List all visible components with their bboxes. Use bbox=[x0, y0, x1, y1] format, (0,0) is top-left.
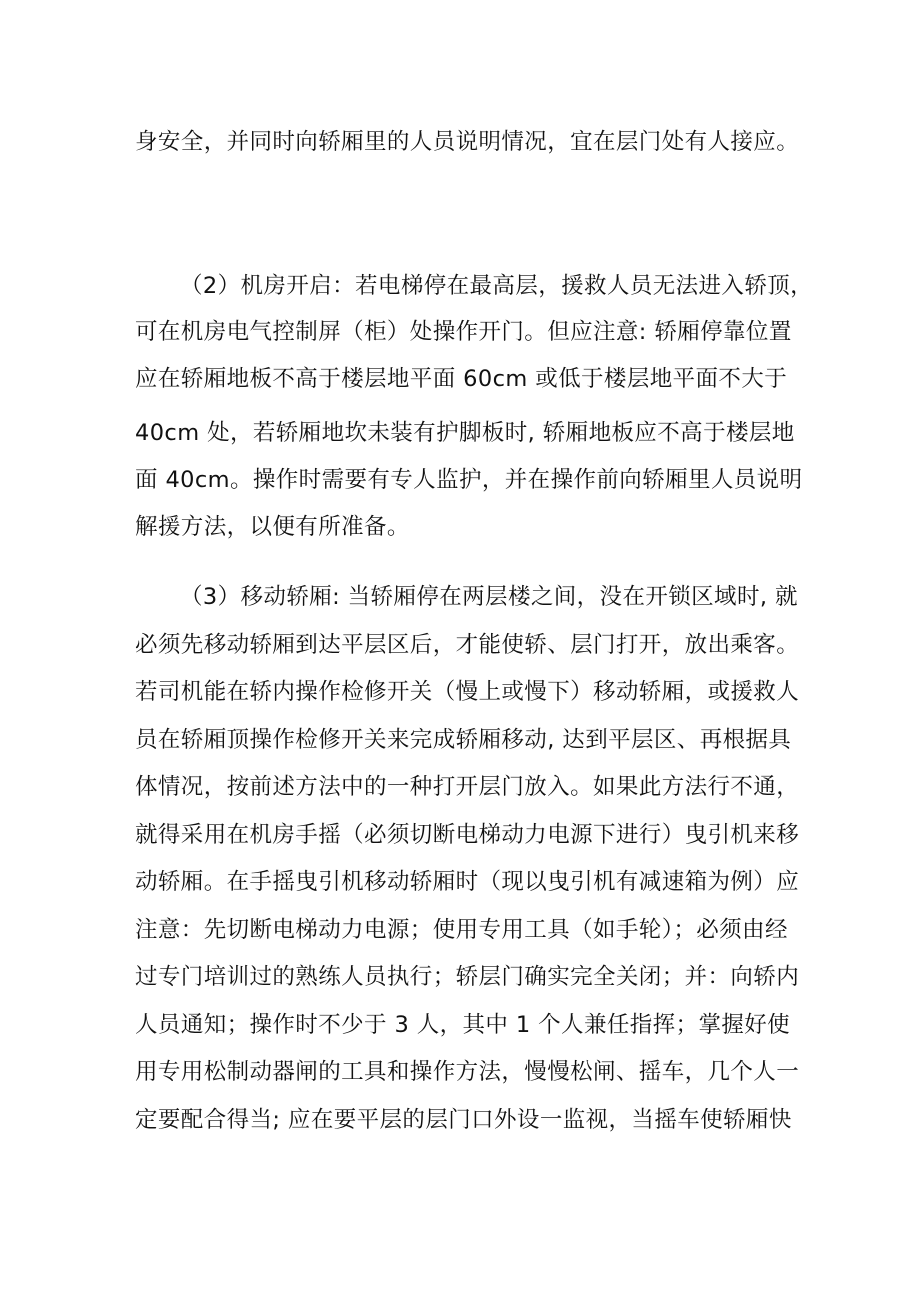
text-line: 若司机能在轿内操作检修开关（慢上或慢下）移动轿厢，或援救人 bbox=[135, 679, 800, 705]
text-line: 定要配合得当; 应在要平层的层门口外设一监视，当摇车使轿厢快 bbox=[135, 1107, 792, 1133]
text-line: 注意：先切断电梯动力电源；使用专用工具（如手轮）；必须由经 bbox=[135, 917, 788, 943]
text-line: 应在轿厢地板不高于楼层地平面 60cm 或低于楼层地平面不大于 bbox=[135, 366, 788, 392]
text-line: （2）机房开启：若电梯停在最高层，援救人员无法进入轿顶， bbox=[180, 273, 814, 299]
text-line: 可在机房电气控制屏（柜）处操作开门。但应注意: 轿厢停靠位置 bbox=[135, 319, 792, 345]
text-line: 用专用松制动器闸的工具和操作方法，慢慢松闸、摇车，几个人一 bbox=[135, 1059, 800, 1085]
text-line: 人员通知；操作时不少于 3 人，其中 1 个人兼任指挥；掌握好使 bbox=[135, 1012, 791, 1038]
text-line: 体情况，按前述方法中的一种打开层门放入。如果此方法行不通， bbox=[135, 774, 800, 800]
text-line: 解援方法，以便有所准备。 bbox=[135, 514, 410, 540]
text-line: 40cm 处，若轿厢地坎未装有护脚板时, 轿厢地板应不高于楼层地 bbox=[135, 420, 795, 446]
text-line: （3）移动轿厢: 当轿厢停在两层楼之间，没在开锁区域时, 就 bbox=[180, 584, 798, 610]
text-line: 身安全，并同时向轿厢里的人员说明情况，宜在层门处有人接应。 bbox=[135, 129, 800, 155]
text-line: 动轿厢。在手摇曳引机移动轿厢时（现以曳引机有减速箱为例）应 bbox=[135, 869, 800, 895]
text-line: 过专门培训过的熟练人员执行；轿层门确实完全关闭；并：向轿内 bbox=[135, 964, 800, 990]
text-line: 面 40cm。操作时需要有专人监护，并在操作前向轿厢里人员说明 bbox=[135, 467, 803, 493]
text-line: 员在轿厢顶操作检修开关来完成轿厢移动, 达到平层区、再根据具 bbox=[135, 727, 792, 753]
text-line: 必须先移动轿厢到达平层区后，才能使轿、层门打开，放出乘客。 bbox=[135, 632, 800, 658]
text-line: 就得采用在机房手摇（必须切断电梯动力电源下进行）曳引机来移 bbox=[135, 822, 800, 848]
